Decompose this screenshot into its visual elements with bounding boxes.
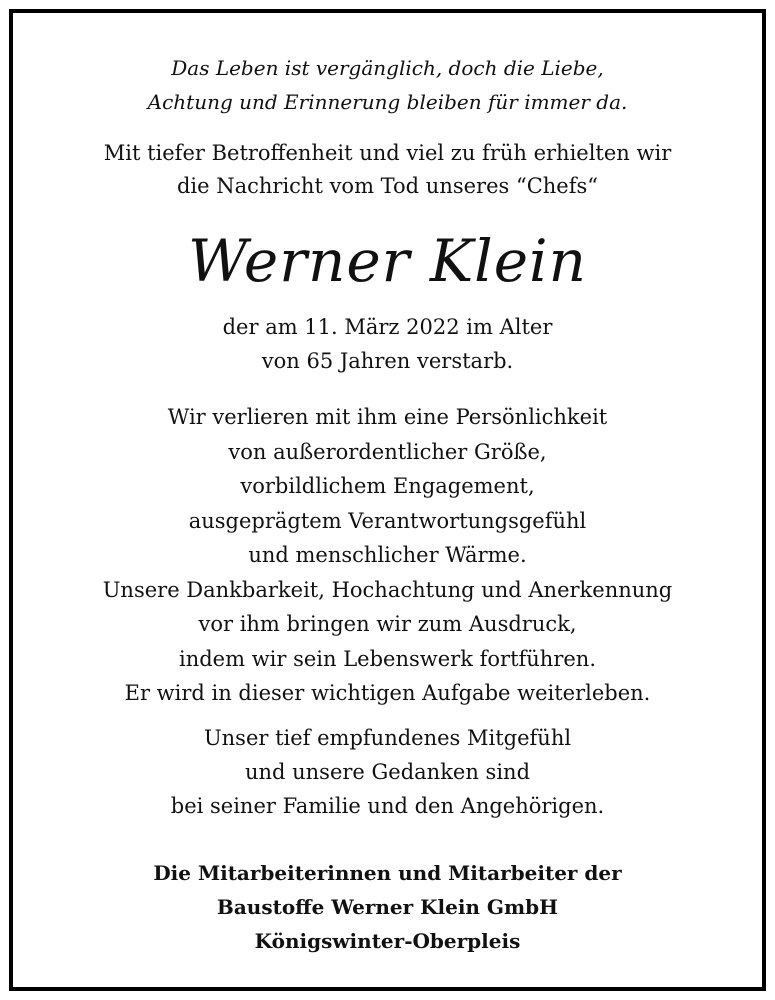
tribute-line: Wir verlieren mit ihm eine Persönlichkeit (167, 405, 608, 429)
tribute-text (13, 400, 762, 711)
death-details-line: von 65 Jahren verstarb. (261, 349, 514, 373)
tribute-line: indem wir sein Lebenswerk fortführen. (179, 646, 596, 671)
company-name: Baustoffe Werner Klein GmbH (216, 895, 559, 919)
signature-line: Die Mitarbeiterinnen und Mitarbeiter der (153, 861, 622, 885)
sympathy-line: Unser tief empfundenes Mitgefühl (203, 726, 572, 750)
deceased-name: Werner Klein (188, 227, 587, 295)
intro-text (13, 137, 762, 203)
tribute-line: von außerordentlicher Größe, (228, 439, 547, 464)
sympathy-text (13, 721, 762, 823)
obituary-notice (9, 9, 766, 991)
tribute-line: ausgeprägtem Verantwortungsgefühl (188, 508, 587, 533)
company-location: Königswinter-Oberpleis (254, 929, 521, 953)
signature-block (13, 856, 762, 958)
intro-line: Mit tiefer Betroffenheit und viel zu früh erhielten wir (103, 141, 672, 165)
tribute-line: und menschlicher Wärme. (248, 543, 527, 567)
tribute-line: vor ihm bringen wir zum Ausdruck, (198, 612, 577, 636)
tribute-line: vorbildlichem Engagement, (240, 474, 535, 498)
motto-line: Das Leben ist vergänglich, doch die Liebe, (171, 56, 604, 80)
tribute-line: Er wird in dieser wichtigen Aufgabe weiterleben. (124, 681, 651, 705)
death-details (13, 310, 762, 378)
sympathy-line: bei seiner Familie und den Angehörigen. (170, 794, 605, 818)
motto-line: Achtung und Erinnerung bleiben für immer da. (147, 90, 628, 114)
intro-line: die Nachricht vom Tod unseres “Chefs“ (176, 174, 599, 198)
death-details-line: der am 11. März 2022 im Alter (222, 315, 553, 339)
sympathy-line: und unsere Gedanken sind (244, 760, 531, 784)
tribute-line: Unsere Dankbarkeit, Hochachtung und Anerkennung (102, 577, 673, 602)
motto-quote (13, 51, 762, 119)
